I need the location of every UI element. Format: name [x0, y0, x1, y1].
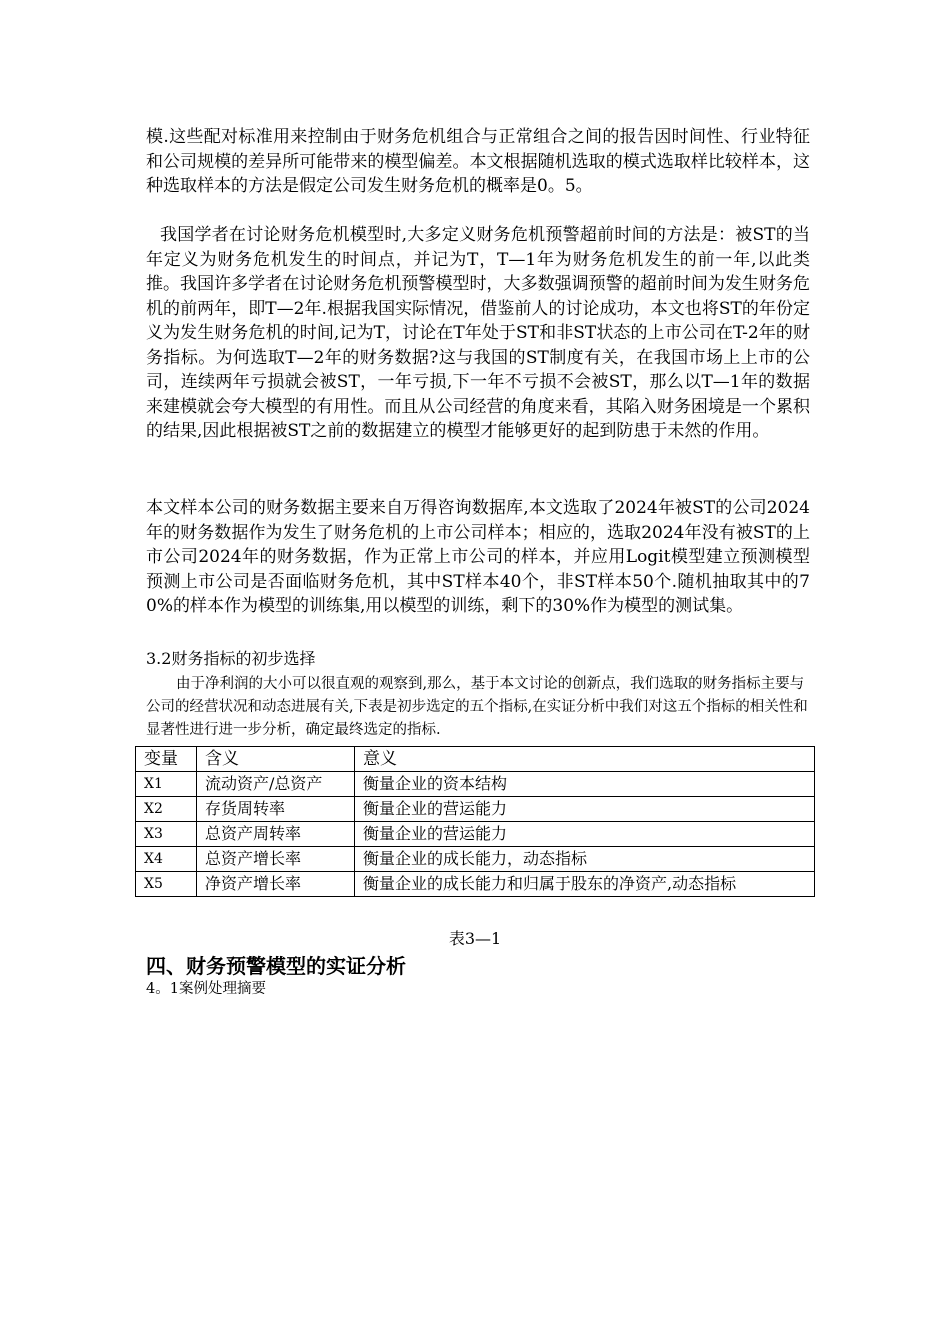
table-cell-meaning: 净资产增长率 [197, 872, 355, 897]
table-cell-variable: X2 [136, 797, 197, 822]
table-header-meaning: 含义 [197, 747, 355, 772]
indicator-table [135, 746, 815, 897]
table-cell-meaning: 存货周转率 [197, 797, 355, 822]
paragraph-sample-data: 本文样本公司的财务数据主要来自万得咨询数据库,本文选取了2024年被ST的公司2024年的财务数据作为发生了财务危机的上市公司样本；相应的，选取2024年没有被ST的上市公司2024年的财务数据，作为正常上市公司的样本，并应用Logit模型建立预测模型预测上市公司是否面临财务危机，其中ST样本40个，非ST样本50个.随机抽取其中的70%的样本作为模型的训练集,用以模型的训练，剩下的30%作为模型的测试集。 [146, 498, 810, 616]
table-cell-significance: 衡量企业的营运能力 [355, 822, 815, 847]
table-cell-significance: 衡量企业的营运能力 [355, 797, 815, 822]
chapter-heading: 四、财务预警模型的实证分析 [146, 954, 406, 978]
table-header-row [136, 747, 815, 772]
table-cell-variable: X1 [136, 772, 197, 797]
paragraph-sample-matching: 模.这些配对标准用来控制由于财务危机组合与正常组合之间的报告因时间性、行业特征和公司规模的差异所可能带来的模型偏差。本文根据随机选取的模式选取样比较样本，这种选取样本的方法是假定公司发生财务危机的概率是0。5。 [146, 127, 810, 196]
section-heading-4-1: 4。1案例处理摘要 [146, 981, 266, 997]
table-cell-significance: 衡量企业的成长能力和归属于股东的净资产,动态指标 [355, 872, 815, 897]
table-cell-meaning: 总资产增长率 [197, 847, 355, 872]
table-caption: 表3—1 [448, 929, 502, 948]
table-row [136, 822, 815, 847]
table-row [136, 847, 815, 872]
table-cell-significance: 衡量企业的资本结构 [355, 772, 815, 797]
table-cell-variable: X4 [136, 847, 197, 872]
table-cell-meaning: 总资产周转率 [197, 822, 355, 847]
paragraph-warning-horizon: 我国学者在讨论财务危机模型时,大多定义财务危机预警超前时间的方法是：被ST的当年定义为财务危机发生的时间点，并记为T，T—1年为财务危机发生的前一年,以此类推。我国许多学者在讨论财务危机预警模型时，大多数强调预警的超前时间为发生财务危机的前两年，即T—2年.根据我国实际情况，借鉴前人的讨论成功，本文也将ST的年份定义为发生财务危机的时间,记为T，讨论在T年处于ST和非ST状态的上市公司在T-2年的财务指标。为何选取T—2年的财务数据?这与我国的ST制度有关，在我国市场上上市的公司，连续两年亏损就会被ST，一年亏损,下一年不亏损不会被ST，那么以T—1年的数据来建模就会夸大模型的有用性。而且从公司经营的角度来看，其陷入财务困境是一个累积的结果,因此根据被ST之前的数据建立的模型才能够更好的起到防患于未然的作用。 [146, 225, 810, 441]
table-cell-variable: X5 [136, 872, 197, 897]
section-heading-3-2: 3.2财务指标的初步选择 [146, 649, 316, 668]
table-row [136, 797, 815, 822]
table-row [136, 872, 815, 897]
table-cell-meaning: 流动资产/总资产 [197, 772, 355, 797]
table-header-variable: 变量 [136, 747, 197, 772]
table-header-significance: 意义 [355, 747, 815, 772]
table-cell-variable: X3 [136, 822, 197, 847]
table-row [136, 772, 815, 797]
paragraph-indicator-intro: 由于净利润的大小可以很直观的观察到,那么，基于本文讨论的创新点，我们选取的财务指标主要与公司的经营状况和动态进展有关,下表是初步选定的五个指标,在实证分析中我们对这五个指标的相关性和显著性进行进一步分析，确定最终选定的指标. [146, 676, 808, 738]
table-cell-significance: 衡量企业的成长能力，动态指标 [355, 847, 815, 872]
